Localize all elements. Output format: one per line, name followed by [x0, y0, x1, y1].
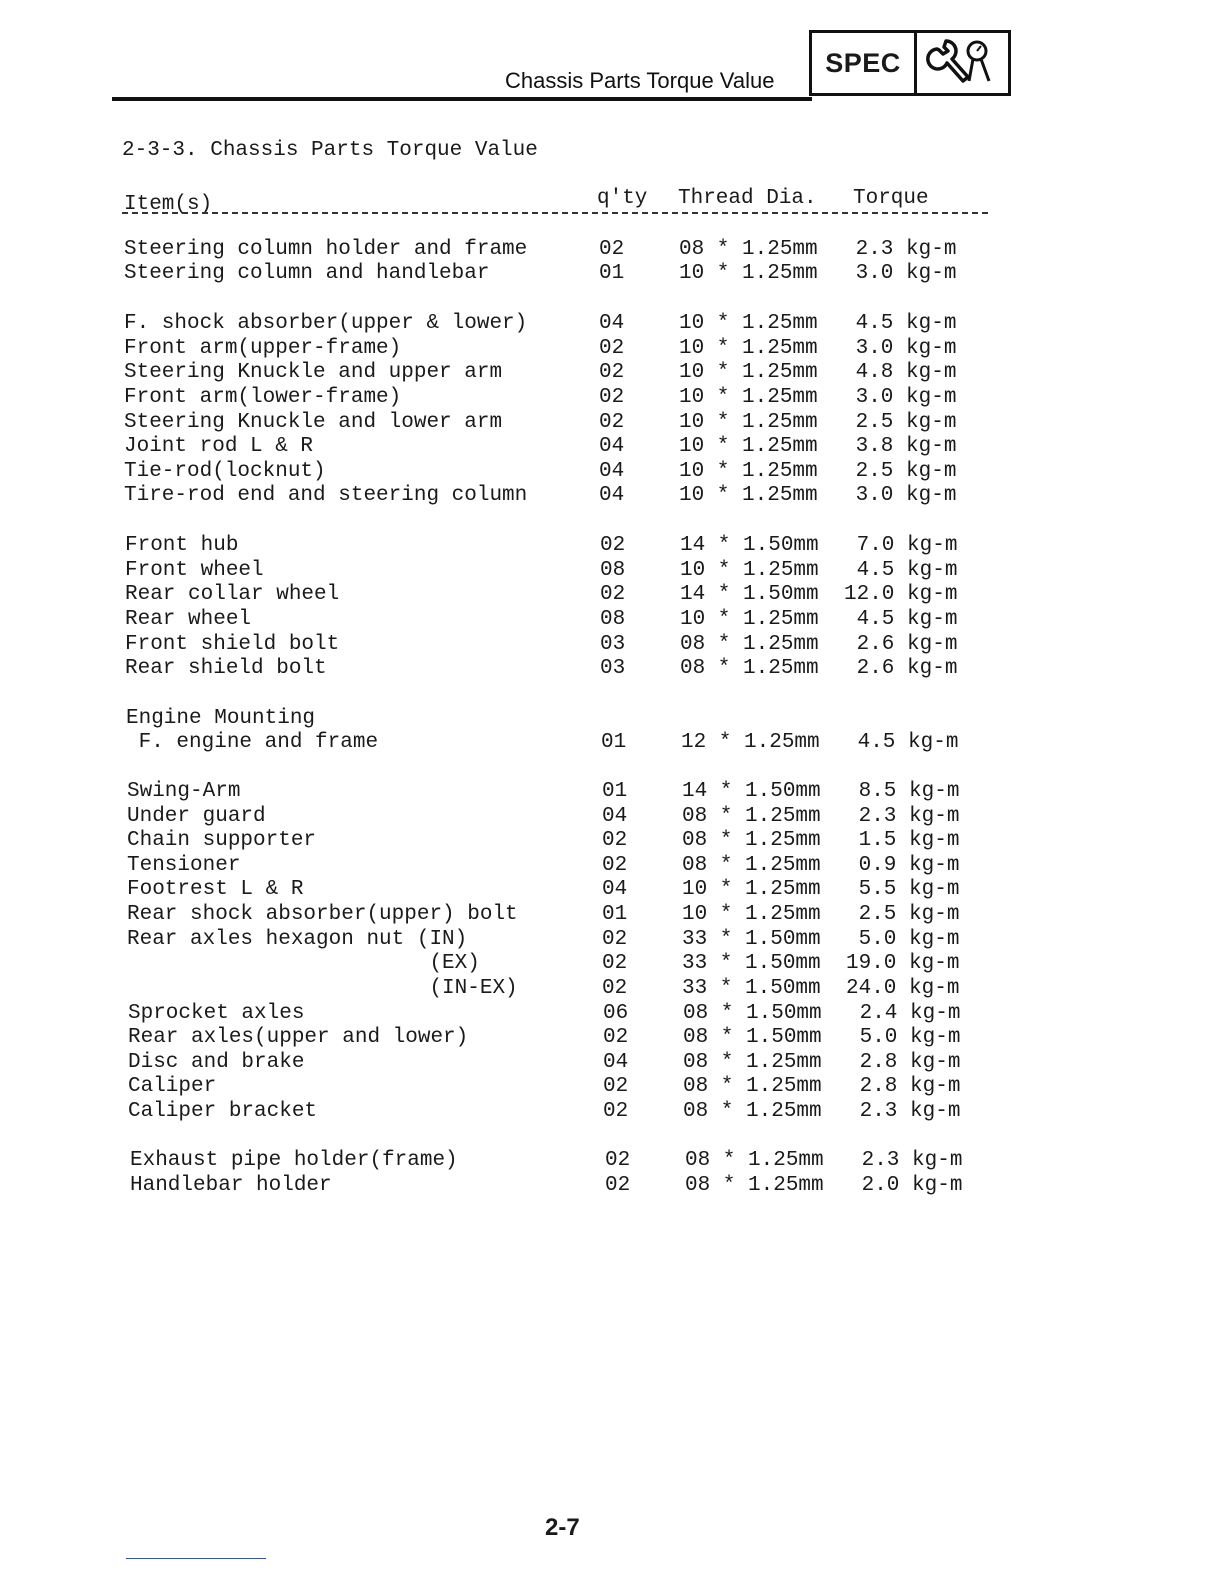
row-item: (IN-EX) — [127, 977, 518, 1000]
row-torque: 8.5 kg-m — [846, 780, 960, 803]
row-thread: 14 * 1.50mm — [680, 534, 819, 557]
row-thread: 14 * 1.50mm — [682, 780, 821, 803]
row-item: Swing-Arm — [127, 780, 241, 803]
column-header-item: Item(s) — [124, 193, 213, 216]
row-thread: 10 * 1.25mm — [682, 878, 821, 901]
row-qty: 02 — [602, 928, 628, 951]
header-divider — [122, 212, 988, 214]
row-thread: 08 * 1.25mm — [683, 1100, 822, 1123]
row-qty: 01 — [602, 903, 628, 926]
row-thread: 14 * 1.50mm — [680, 583, 819, 606]
row-torque: 2.5 kg-m — [846, 903, 960, 926]
row-qty: 04 — [599, 484, 625, 507]
wrench-gauge-icon — [917, 33, 1008, 93]
row-thread: 08 * 1.25mm — [679, 238, 818, 261]
row-qty: 04 — [599, 312, 625, 335]
row-item: Handlebar holder — [130, 1174, 332, 1197]
row-item: Rear shock absorber(upper) bolt — [127, 903, 518, 926]
row-qty: 03 — [600, 633, 626, 656]
row-torque: 19.0 kg-m — [846, 952, 960, 975]
row-item: Rear axles hexagon nut (IN) — [127, 928, 468, 951]
row-item: Footrest L & R — [127, 878, 304, 901]
row-qty: 08 — [600, 608, 626, 631]
footer-rule — [126, 1558, 266, 1559]
row-item: Steering Knuckle and upper arm — [124, 361, 503, 384]
row-thread: 08 * 1.25mm — [685, 1174, 824, 1197]
row-qty: 02 — [602, 854, 628, 877]
row-thread: 12 * 1.25mm — [681, 731, 820, 754]
row-torque: 5.0 kg-m — [846, 928, 960, 951]
row-torque: 4.8 kg-m — [843, 361, 957, 384]
row-item: Front arm(upper-frame) — [124, 337, 402, 360]
row-thread: 08 * 1.25mm — [683, 1051, 822, 1074]
row-thread: 08 * 1.25mm — [682, 829, 821, 852]
row-thread: 08 * 1.25mm — [682, 854, 821, 877]
row-item: (EX) — [127, 952, 480, 975]
row-torque: 2.6 kg-m — [844, 657, 958, 680]
row-qty: 02 — [599, 337, 625, 360]
row-item: Front hub — [125, 534, 239, 557]
row-qty: 02 — [599, 386, 625, 409]
column-header-qty: q'ty — [597, 187, 648, 210]
spec-badge — [809, 30, 1011, 96]
page-number: 2-7 — [545, 1514, 580, 1541]
row-torque: 2.3 kg-m — [847, 1100, 961, 1123]
row-torque: 3.8 kg-m — [843, 435, 957, 458]
row-thread: 10 * 1.25mm — [679, 312, 818, 335]
row-qty: 02 — [602, 829, 628, 852]
row-torque: 2.3 kg-m — [843, 238, 957, 261]
row-qty: 03 — [600, 657, 626, 680]
row-thread: 10 * 1.25mm — [679, 386, 818, 409]
row-item: Caliper — [128, 1075, 217, 1098]
row-torque: 3.0 kg-m — [843, 262, 957, 285]
column-header-thread: Thread Dia. — [678, 187, 817, 210]
row-torque: 3.0 kg-m — [843, 386, 957, 409]
row-thread: 08 * 1.25mm — [683, 1075, 822, 1098]
row-item: Sprocket axles — [128, 1002, 305, 1025]
row-torque: 2.4 kg-m — [847, 1002, 961, 1025]
section-title: 2-3-3. Chassis Parts Torque Value — [122, 139, 538, 162]
row-qty: 02 — [603, 1026, 629, 1049]
row-item: Front arm(lower-frame) — [124, 386, 402, 409]
row-thread: 08 * 1.25mm — [680, 633, 819, 656]
row-qty: 08 — [600, 559, 626, 582]
row-torque: 4.5 kg-m — [844, 559, 958, 582]
row-torque: 2.8 kg-m — [847, 1075, 961, 1098]
row-thread: 10 * 1.25mm — [679, 361, 818, 384]
row-thread: 10 * 1.25mm — [679, 484, 818, 507]
row-torque: 0.9 kg-m — [846, 854, 960, 877]
row-torque: 3.0 kg-m — [843, 337, 957, 360]
row-thread: 33 * 1.50mm — [682, 928, 821, 951]
row-torque: 12.0 kg-m — [844, 583, 958, 606]
row-torque: 24.0 kg-m — [846, 977, 960, 1000]
row-item: Front shield bolt — [125, 633, 340, 656]
row-thread: 08 * 1.25mm — [682, 805, 821, 828]
row-qty: 02 — [603, 1100, 629, 1123]
row-item: Rear shield bolt — [125, 657, 327, 680]
row-item: Engine Mounting — [126, 707, 316, 730]
row-torque: 3.0 kg-m — [843, 484, 957, 507]
row-item: Steering Knuckle and lower arm — [124, 411, 503, 434]
row-item: Tie-rod(locknut) — [124, 460, 326, 483]
row-item: Rear axles(upper and lower) — [128, 1026, 469, 1049]
row-thread: 10 * 1.25mm — [679, 337, 818, 360]
row-thread: 08 * 1.25mm — [680, 657, 819, 680]
row-item: Under guard — [127, 805, 266, 828]
row-item: Rear collar wheel — [125, 583, 340, 606]
row-torque: 2.5 kg-m — [843, 411, 957, 434]
row-thread: 08 * 1.50mm — [683, 1002, 822, 1025]
row-qty: 04 — [603, 1051, 629, 1074]
row-torque: 7.0 kg-m — [844, 534, 958, 557]
row-item: Tire-rod end and steering column — [124, 484, 528, 507]
row-qty: 02 — [602, 952, 628, 975]
row-thread: 08 * 1.25mm — [685, 1149, 824, 1172]
row-item: Steering column and handlebar — [124, 262, 490, 285]
row-qty: 04 — [602, 878, 628, 901]
row-torque: 2.0 kg-m — [849, 1174, 963, 1197]
row-qty: 02 — [599, 238, 625, 261]
row-thread: 33 * 1.50mm — [682, 977, 821, 1000]
row-thread: 10 * 1.25mm — [679, 435, 818, 458]
row-thread: 10 * 1.25mm — [679, 411, 818, 434]
row-item: F. shock absorber(upper & lower) — [124, 312, 528, 335]
row-qty: 04 — [602, 805, 628, 828]
row-torque: 4.5 kg-m — [843, 312, 957, 335]
row-torque: 2.5 kg-m — [843, 460, 957, 483]
row-qty: 04 — [599, 435, 625, 458]
row-torque: 2.3 kg-m — [846, 805, 960, 828]
spec-label: SPEC — [812, 33, 917, 93]
row-qty: 02 — [605, 1149, 631, 1172]
row-item: Front wheel — [125, 559, 264, 582]
row-item: Rear wheel — [125, 608, 252, 631]
row-qty: 01 — [601, 731, 627, 754]
row-qty: 01 — [599, 262, 625, 285]
row-torque: 2.3 kg-m — [849, 1149, 963, 1172]
row-thread: 10 * 1.25mm — [682, 903, 821, 926]
row-item: Steering column holder and frame — [124, 238, 528, 261]
row-torque: 4.5 kg-m — [844, 608, 958, 631]
row-thread: 10 * 1.25mm — [679, 262, 818, 285]
row-thread: 10 * 1.25mm — [680, 608, 819, 631]
row-qty: 04 — [599, 460, 625, 483]
row-item: Tensioner — [127, 854, 241, 877]
row-thread: 33 * 1.50mm — [682, 952, 821, 975]
row-qty: 02 — [599, 411, 625, 434]
row-item: Chain supporter — [127, 829, 317, 852]
header-title: Chassis Parts Torque Value — [505, 68, 775, 93]
row-qty: 01 — [602, 780, 628, 803]
row-thread: 10 * 1.25mm — [680, 559, 819, 582]
row-qty: 02 — [600, 534, 626, 557]
row-thread: 08 * 1.50mm — [683, 1026, 822, 1049]
row-torque: 5.5 kg-m — [846, 878, 960, 901]
row-qty: 02 — [599, 361, 625, 384]
row-torque: 4.5 kg-m — [845, 731, 959, 754]
row-torque: 1.5 kg-m — [846, 829, 960, 852]
row-item: Caliper bracket — [128, 1100, 318, 1123]
row-torque: 5.0 kg-m — [847, 1026, 961, 1049]
row-qty: 02 — [603, 1075, 629, 1098]
row-item: F. engine and frame — [126, 731, 379, 754]
row-qty: 02 — [605, 1174, 631, 1197]
row-qty: 02 — [602, 977, 628, 1000]
row-torque: 2.6 kg-m — [844, 633, 958, 656]
row-item: Disc and brake — [128, 1051, 305, 1074]
header-rule — [112, 97, 812, 101]
row-torque: 2.8 kg-m — [847, 1051, 961, 1074]
column-header-torque: Torque — [853, 187, 929, 210]
row-qty: 06 — [603, 1002, 629, 1025]
row-item: Joint rod L & R — [124, 435, 314, 458]
row-qty: 02 — [600, 583, 626, 606]
row-item: Exhaust pipe holder(frame) — [130, 1149, 458, 1172]
row-thread: 10 * 1.25mm — [679, 460, 818, 483]
